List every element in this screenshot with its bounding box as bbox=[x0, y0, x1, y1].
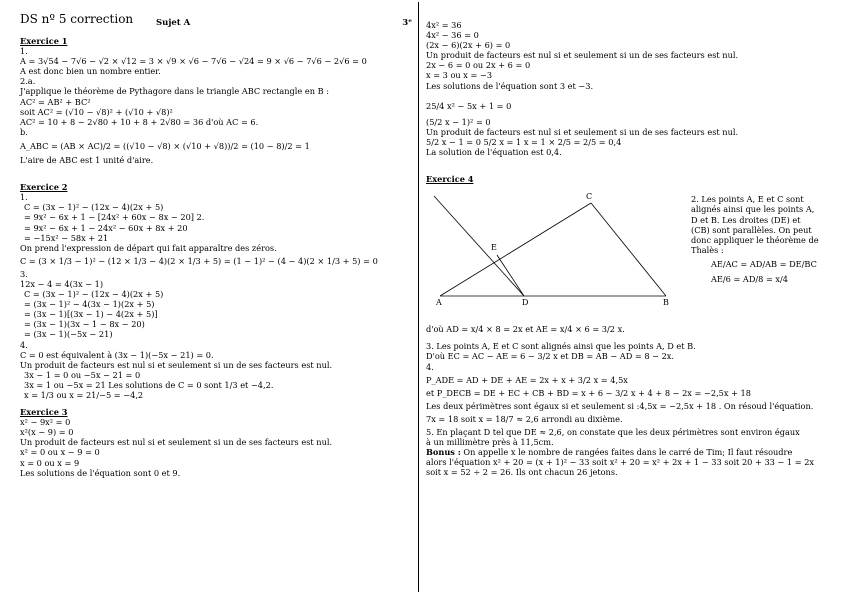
ex4-side-line: Thalès : bbox=[691, 245, 724, 256]
ex2-line: 4. bbox=[20, 339, 28, 350]
ex3-cont-line: La solution de l'équation est 0,4. bbox=[426, 147, 562, 158]
ex3-cont-line: Les solutions de l'équation sont 3 et −3. bbox=[426, 80, 594, 91]
bonus-label: Bonus : bbox=[426, 447, 461, 458]
column-divider bbox=[418, 2, 419, 592]
ex1-line: J'applique le théorème de Pythagore dans le triangle ABC rectangle en B : bbox=[20, 86, 329, 97]
ex2-line: 1. bbox=[20, 192, 28, 203]
ex4-side-line: alignés ainsi que les points A, bbox=[691, 204, 815, 215]
ex2-line: = 9x² − 6x + 1 − [24x² + 60x − 8x − 20] 2. bbox=[24, 212, 205, 223]
ex4-side-line: 2. Les points A, E et C sont bbox=[691, 194, 804, 205]
ex2-line: 3x = 1 ou −5x = 21 Les solutions de C = 0 sont 1/3 et −4,2. bbox=[24, 379, 274, 390]
page-title: DS nº 5 correction bbox=[20, 12, 134, 26]
ex3-cont-line: 5/2 x − 1 = 0 5/2 x = 1 x = 1 × 2/5 = 2/5 = 0,4 bbox=[426, 136, 622, 147]
ex4-line: Les deux périmètres sont égaux si et seulement si :4,5x = −2,5x + 18 . On résoud l'équation. bbox=[426, 400, 814, 411]
exercise-2-heading: Exercice 2 bbox=[20, 182, 68, 193]
ex3-cont-line: 4x² = 36 bbox=[426, 20, 462, 30]
ex2-line: x = 1/3 ou x = 21/−5 = −4,2 bbox=[24, 390, 144, 400]
left-column bbox=[20, 0, 412, 478]
ex3-cont-line: 4x² − 36 = 0 bbox=[426, 30, 479, 41]
ex4-side-line: donc appliquer le théorème de bbox=[691, 235, 819, 246]
ex3-continued bbox=[426, 20, 826, 157]
ex4-line: d'où AD = x/4 × 8 = 2x et AE = x/4 × 6 = 3/2 x. bbox=[426, 324, 625, 335]
bonus-line-first bbox=[426, 447, 826, 457]
ex2-line: C = (3x − 1)² − (12x − 4)(2x + 5) bbox=[24, 202, 164, 213]
ex2-line: 12x − 4 = 4(3x − 1) bbox=[20, 278, 104, 289]
ex3-cont-line: 25/4 x² − 5x + 1 = 0 bbox=[426, 100, 512, 111]
thales-ratios bbox=[691, 259, 823, 283]
segment-ac bbox=[440, 203, 591, 296]
exercise-1-body bbox=[20, 46, 408, 165]
ex2-line: C = (3 × 1/3 − 1)² − (12 × 1/3 − 4)(2 × 1/3 + 5) = (1 − 1)² − (4 − 4)(2 × 1/3 + 5) = 0 bbox=[20, 255, 378, 266]
ex4-line: 7x = 18 soit x = 18/7 ≈ 2,6 arrondi au dixième. bbox=[426, 413, 623, 424]
triangle-figure bbox=[426, 184, 688, 324]
ex1-line: 2.a. bbox=[20, 76, 36, 87]
ex3-line: Un produit de facteurs est nul si et seulement si un de ses facteurs est nul. bbox=[20, 437, 333, 448]
ex3-line: x² = 0 ou x − 9 = 0 bbox=[20, 447, 100, 458]
ex1-line: L'aire de ABC est 1 unité d'aire. bbox=[20, 155, 154, 166]
subject-label: Sujet A bbox=[156, 18, 191, 28]
ex4-line: 4. bbox=[426, 361, 434, 372]
ex3-cont-line: Un produit de facteurs est nul si et seulement si un de ses facteurs est nul. bbox=[426, 126, 739, 137]
point-e-label: E bbox=[491, 243, 497, 253]
level-label: 3ᵉ bbox=[402, 18, 412, 28]
ex2-line: = (3x − 1)(3x − 1 − 8x − 20) bbox=[24, 319, 145, 330]
ex1-line: A = 3√54 − 7√6 − √2 × √12 = 3 × √9 × √6 − 7√6 − √24 = 9 × √6 − 7√6 − 2√6 = 0 bbox=[20, 56, 367, 67]
ex4-line: 5. En plaçant D tel que DE ≈ 2,6, on constate que les deux périmètres sont environ égaux bbox=[426, 426, 800, 437]
ex1-line: soit AC² = (√10 − √8)² + (√10 + √8)² bbox=[20, 106, 173, 117]
ex2-line: 3x − 1 = 0 ou −5x − 21 = 0 bbox=[24, 369, 141, 380]
ex1-line: 1. bbox=[20, 46, 28, 57]
thales-explanation bbox=[688, 194, 823, 288]
ex3-cont-line: Un produit de facteurs est nul si et seulement si un de ses facteurs est nul. bbox=[426, 50, 739, 61]
point-c-label: C bbox=[586, 192, 593, 202]
ex2-line: C = 0 est équivalent à (3x − 1)(−5x − 21) = 0. bbox=[20, 349, 214, 360]
ex4-line: D'où EC = AC − AE = 6 − 3/2 x et DB = AB − AD = 8 − 2x. bbox=[426, 351, 675, 362]
ex2-line: Un produit de facteurs est nul si et seulement si un de ses facteurs est nul. bbox=[20, 359, 333, 370]
exercise-4-body bbox=[426, 324, 826, 477]
triangle-drawing bbox=[426, 184, 688, 324]
ex3-cont-line: x = 3 ou x = −3 bbox=[426, 70, 493, 81]
segment-cb bbox=[591, 203, 666, 296]
ex2-line: = −15x² − 58x + 21 bbox=[24, 232, 109, 243]
ex1-line: A est donc bien un nombre entier. bbox=[20, 66, 161, 77]
exercise-3-body bbox=[20, 417, 408, 478]
ex2-line: = (3x − 1)(−5x − 21) bbox=[24, 329, 113, 340]
ex2-line: 3. bbox=[20, 268, 28, 279]
ex4-line: à un millimètre près à 11,5cm. bbox=[426, 437, 554, 448]
bonus-text: On appelle x le nombre de rangées faites dans le carré de Tim; Il faut résoudre bbox=[460, 447, 793, 458]
bonus-line: alors l'équation x² + 20 = (x + 1)² − 33 soit x² + 20 = x² + 2x + 1 − 33 soit 20 + 33 − 1 = 2x bbox=[426, 457, 815, 468]
exercise-4-figure-row bbox=[426, 184, 826, 324]
point-a-label: A bbox=[436, 298, 442, 308]
ex4-side-line: D et B. Les droites (DE) et bbox=[691, 214, 801, 225]
ex3-cont-line: (2x − 6)(2x + 6) = 0 bbox=[426, 40, 511, 51]
ex4-line: 3. Les points A, E et C sont alignés ainsi que les points A, D et B. bbox=[426, 341, 696, 352]
ex3-line: x = 0 ou x = 9 bbox=[20, 457, 80, 468]
ex3-cont-line: 2x − 6 = 0 ou 2x + 6 = 0 bbox=[426, 60, 531, 71]
exercise-3-heading: Exercice 3 bbox=[20, 407, 68, 418]
exercise-1-heading: Exercice 1 bbox=[20, 36, 68, 46]
ex2-line: C = (3x − 1)² − (12x − 4)(2x + 5) bbox=[24, 289, 164, 300]
right-column bbox=[426, 20, 826, 477]
exercise-2-body bbox=[20, 192, 408, 400]
ex3-cont-line: (5/2 x − 1)² = 0 bbox=[426, 116, 491, 127]
point-b-label: B bbox=[663, 298, 669, 308]
page-header bbox=[20, 0, 412, 28]
ex1-line: AC² = 10 + 8 − 2√80 + 10 + 8 + 2√80 = 36 d'où AC = 6. bbox=[20, 116, 259, 127]
thales-ratio-line: AE/AC = AD/AB = DE/BC bbox=[711, 259, 817, 270]
ex4-line: et P_DECB = DE + EC + CB + BD = x + 6 − 3/2 x + 4 + 8 − 2x = −2,5x + 18 bbox=[426, 387, 751, 398]
secant-line bbox=[434, 196, 524, 296]
exercise-4-heading: Exercice 4 bbox=[426, 174, 474, 185]
ex2-line: = (3x − 1)[(3x − 1) − 4(2x + 5)] bbox=[24, 309, 158, 320]
ex2-line: On prend l'expression de départ qui fait apparaître des zéros. bbox=[20, 242, 277, 253]
ex3-line: x² − 9x² = 0 bbox=[20, 417, 71, 428]
bonus-line: soit x = 52 ÷ 2 = 26. Ils ont chacun 26 jetons. bbox=[426, 467, 618, 478]
ex4-side-line: (CB) sont parallèles. On peut bbox=[691, 224, 812, 235]
ex1-line: AC² = AB² + BC² bbox=[20, 96, 91, 107]
ex1-line: b. bbox=[20, 126, 28, 137]
ex1-line: A_ABC = (AB × AC)/2 = ((√10 − √8) × (√10 + √8))/2 = (10 − 8)/2 = 1 bbox=[20, 140, 310, 151]
ex2-line: = (3x − 1)² − 4(3x − 1)(2x + 5) bbox=[24, 299, 155, 310]
thales-ratio-line: AE/6 = AD/8 = x/4 bbox=[711, 273, 789, 284]
point-d-label: D bbox=[522, 298, 529, 308]
ex3-line: x²(x − 9) = 0 bbox=[20, 427, 74, 438]
ex4-line: P_ADE = AD + DE + AE = 2x + x + 3/2 x = 4,5x bbox=[426, 374, 628, 385]
segment-de bbox=[497, 255, 524, 296]
ex2-line: = 9x² − 6x + 1 − 24x² − 60x + 8x + 20 bbox=[24, 222, 188, 233]
ex3-line: Les solutions de l'équation sont 0 et 9. bbox=[20, 467, 181, 478]
